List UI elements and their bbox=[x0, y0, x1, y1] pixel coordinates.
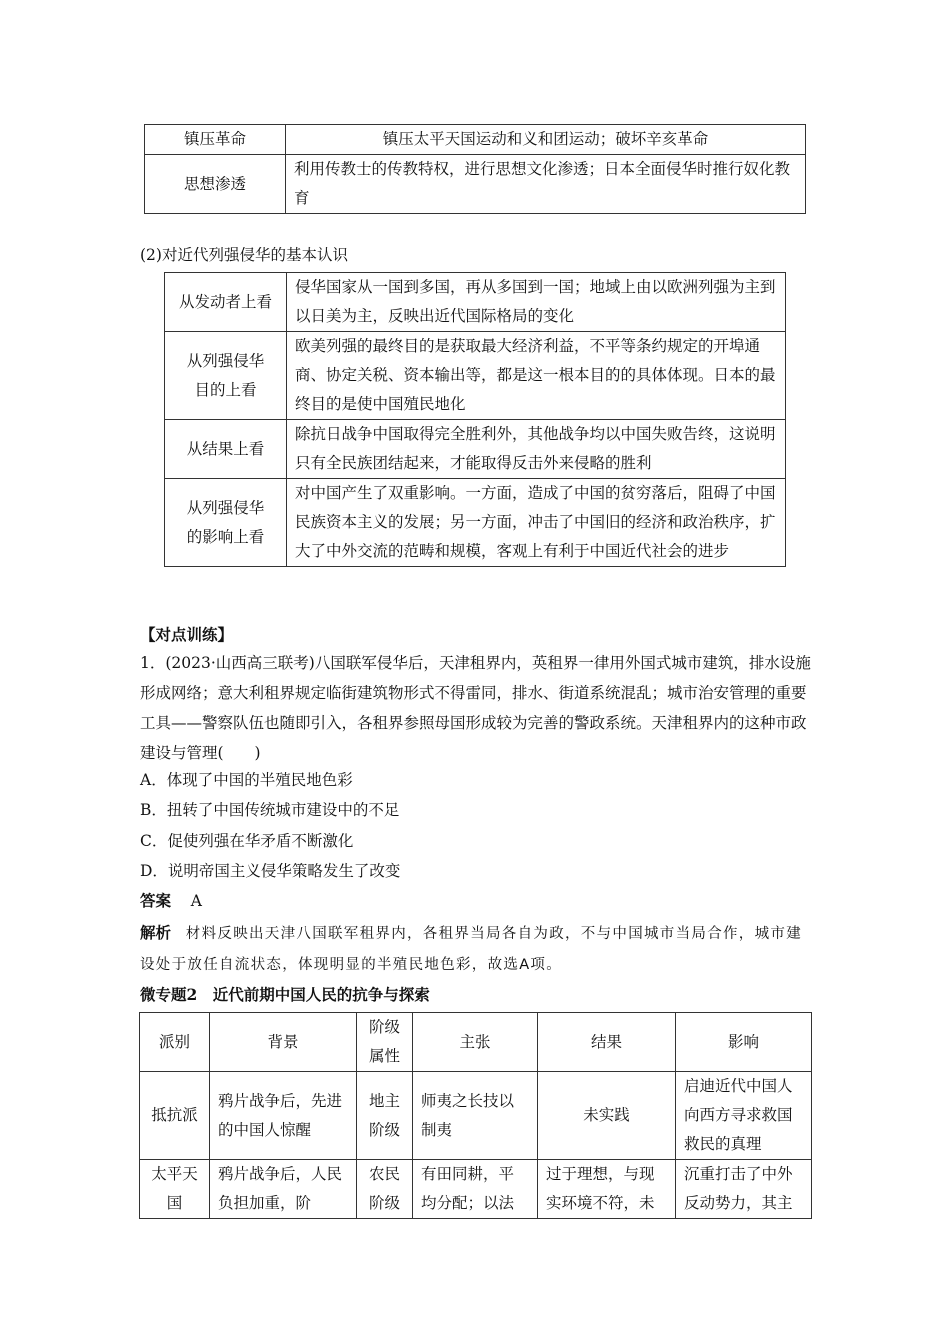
table-cell-content: 对中国产生了双重影响。一方面，造成了中国的贫穷落后，阻碍了中国民族资本主义的发展；另一方面，冲击了中国旧的经济和政治秩序，扩大了中外交流的范畴和规模，客观上有利于中国近代社会的进步 bbox=[287, 479, 786, 567]
table-row bbox=[165, 332, 786, 420]
table-cell: 启迪近代中国人向西方寻求救国救民的真理 bbox=[676, 1072, 812, 1160]
table-row bbox=[165, 479, 786, 567]
table-struggle bbox=[139, 1012, 812, 1219]
table-cell: 农民阶级 bbox=[357, 1160, 413, 1219]
table-cell: 太平天国 bbox=[140, 1160, 210, 1219]
analysis-text: 材料反映出天津八国联军租界内，各租界当局各自为政，不与中国城市当局合作，城市建设处于放任自流状态，体现明显的半殖民地色彩，故选A项。 bbox=[140, 926, 802, 973]
column-header: 主张 bbox=[413, 1013, 538, 1072]
table-cell: 有田同耕，平均分配；以法 bbox=[413, 1160, 538, 1219]
table-cell: 过于理想，与现实环境不符，未 bbox=[538, 1160, 676, 1219]
table-cell-content: 镇压太平天国运动和义和团运动；破坏辛亥革命 bbox=[286, 125, 806, 155]
column-header: 背景 bbox=[210, 1013, 357, 1072]
table-cell: 地主阶级 bbox=[357, 1072, 413, 1160]
analysis-label: 解析 bbox=[140, 923, 172, 942]
table-row bbox=[165, 420, 786, 479]
table-row bbox=[140, 1072, 812, 1160]
table-cell-label: 从发动者上看 bbox=[165, 273, 287, 332]
table-cell: 鸦片战争后，先进的中国人惊醒 bbox=[210, 1072, 357, 1160]
option-d: D．说明帝国主义侵华策略发生了改变 bbox=[140, 862, 401, 880]
table-cell: 未实践 bbox=[538, 1072, 676, 1160]
column-header: 派别 bbox=[140, 1013, 210, 1072]
table-row bbox=[145, 125, 806, 155]
answer-label: 答案 bbox=[140, 891, 172, 910]
table-cell-label: 镇压革命 bbox=[145, 125, 286, 155]
table-cell: 师夷之长技以制夷 bbox=[413, 1072, 538, 1160]
option-c: C．促使列强在华矛盾不断激化 bbox=[140, 832, 354, 850]
table-cell-label: 从结果上看 bbox=[165, 420, 287, 479]
option-a: A．体现了中国的半殖民地色彩 bbox=[140, 771, 353, 789]
table-cell-label: 从列强侵华目的上看 bbox=[165, 332, 287, 420]
table-basic-understanding bbox=[164, 272, 786, 567]
analysis bbox=[140, 918, 812, 980]
table-cell: 鸦片战争后，人民负担加重，阶 bbox=[210, 1160, 357, 1219]
table-cell-label: 思想渗透 bbox=[145, 155, 286, 214]
table-cell: 沉重打击了中外反动势力，其主 bbox=[676, 1160, 812, 1219]
training-heading: 【对点训练】 bbox=[140, 625, 234, 644]
table-cell-content: 除抗日战争中国取得完全胜利外，其他战争均以中国失败告终，这说明只有全民族团结起来，才能取得反击外来侵略的胜利 bbox=[287, 420, 786, 479]
column-header: 阶级属性 bbox=[357, 1013, 413, 1072]
option-b: B．扭转了中国传统城市建设中的不足 bbox=[140, 801, 400, 819]
table-row bbox=[140, 1160, 812, 1219]
table-header-row bbox=[140, 1013, 812, 1072]
table-oppression bbox=[144, 124, 806, 214]
column-header: 结果 bbox=[538, 1013, 676, 1072]
table-cell-label: 从列强侵华的影响上看 bbox=[165, 479, 287, 567]
section-heading: (2)对近代列强侵华的基本认识 bbox=[140, 246, 348, 264]
table-cell: 抵抗派 bbox=[140, 1072, 210, 1160]
column-header: 影响 bbox=[676, 1013, 812, 1072]
table-row bbox=[165, 273, 786, 332]
table-row bbox=[145, 155, 806, 214]
question-text: 1．(2023·山西高三联考)八国联军侵华后，天津租界内，英租界一律用外国式城市建筑，排水设施形成网络；意大利租界规定临街建筑物形式不得雷同，排水、街道系统混乱；城市治安管理的重要工具——警察队伍也随即引入，各租界参照母国形成较为完善的警政系统。天津租界内的这种市政建设与管理( ) bbox=[140, 654, 811, 762]
table-cell-content: 利用传教士的传教特权，进行思想文化渗透；日本全面侵华时推行奴化教育 bbox=[286, 155, 806, 214]
table-cell-content: 欧美列强的最终目的是获取最大经济利益，不平等条约规定的开埠通商、协定关税、资本输出等，都是这一根本目的的具体体现。日本的最终目的是使中国殖民地化 bbox=[287, 332, 786, 420]
table-cell-content: 侵华国家从一国到多国，再从多国到一国；地域上由以欧洲列强为主到以日美为主，反映出近代国际格局的变化 bbox=[287, 273, 786, 332]
answer bbox=[140, 886, 812, 916]
topic-heading: 微专题2 近代前期中国人民的抗争与探索 bbox=[140, 985, 430, 1004]
answer-value: A bbox=[190, 892, 202, 910]
